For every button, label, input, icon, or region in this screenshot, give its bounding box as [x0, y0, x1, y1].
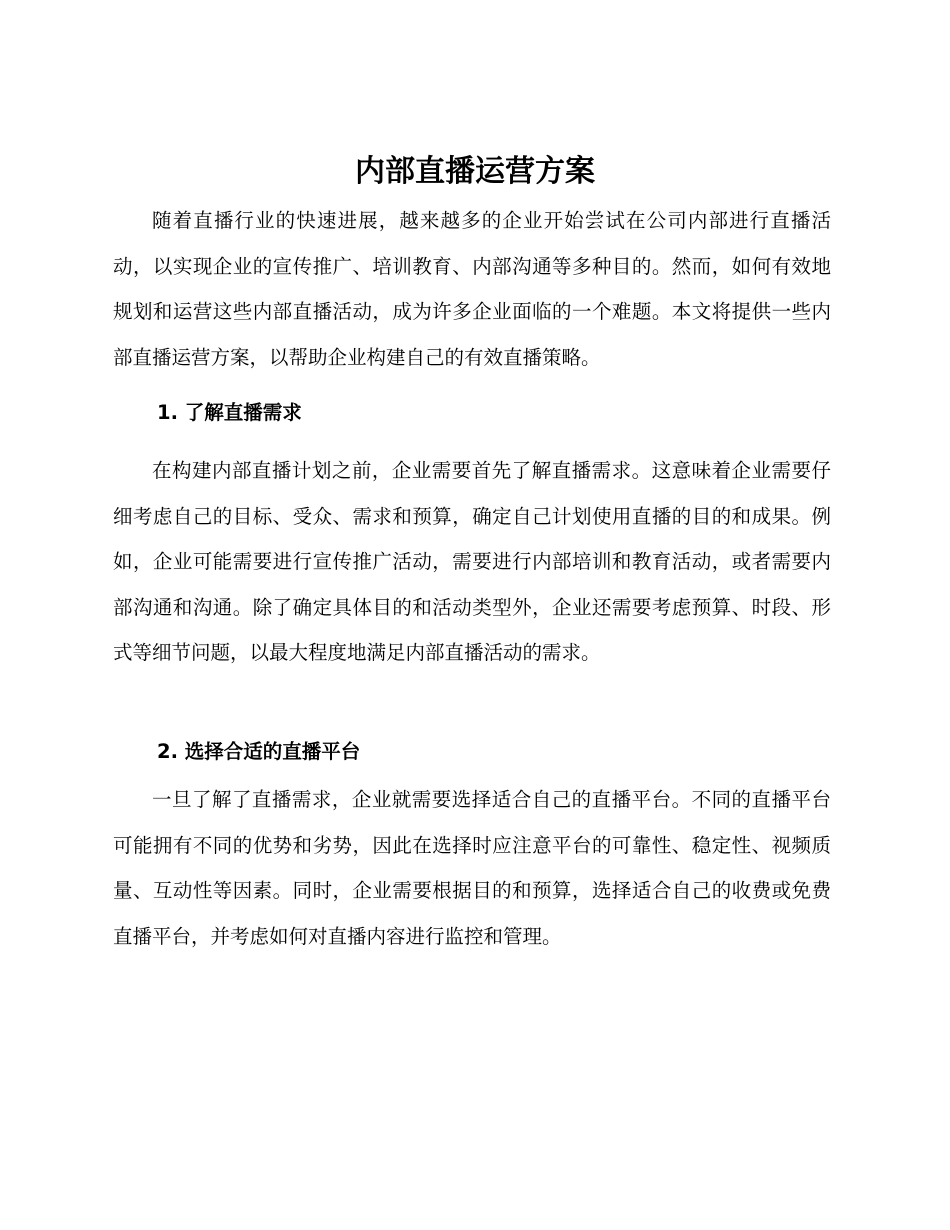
- section-1-paragraph: 在构建内部直播计划之前，企业需要首先了解直播需求。这意味着企业需要仔细考虑自己的目标、受众、需求和预算，确定自己计划使用直播的目的和成果。例如，企业可能需要进行宣传推广活动，需要进行内部培训和教育活动，或者需要内部沟通和沟通。除了确定具体目的和活动类型外，企业还需要考虑预算、时段、形式等细节问题，以最大程度地满足内部直播活动的需求。: [113, 459, 831, 664]
- section-2-paragraph: 一旦了解了直播需求，企业就需要选择适合自己的直播平台。不同的直播平台可能拥有不同的优势和劣势，因此在选择时应注意平台的可靠性、稳定性、视频质量、互动性等因素。同时，企业需要根据目的和预算，选择适合自己的收费或免费直播平台，并考虑如何对直播内容进行监控和管理。: [113, 788, 831, 948]
- intro-paragraph: 随着直播行业的快速进展，越来越多的企业开始尝试在公司内部进行直播活动，以实现企业的宣传推广、培训教育、内部沟通等多种目的。然而，如何有效地规划和运营这些内部直播活动，成为许多企业面临的一个难题。本文将提供一些内部直播运营方案，以帮助企业构建自己的有效直播策略。: [113, 209, 831, 369]
- section-1-heading: 1. 了解直播需求: [157, 401, 302, 424]
- section-2-heading: 2. 选择合适的直播平台: [157, 740, 361, 763]
- document-title: 内部直播运营方案: [355, 154, 595, 189]
